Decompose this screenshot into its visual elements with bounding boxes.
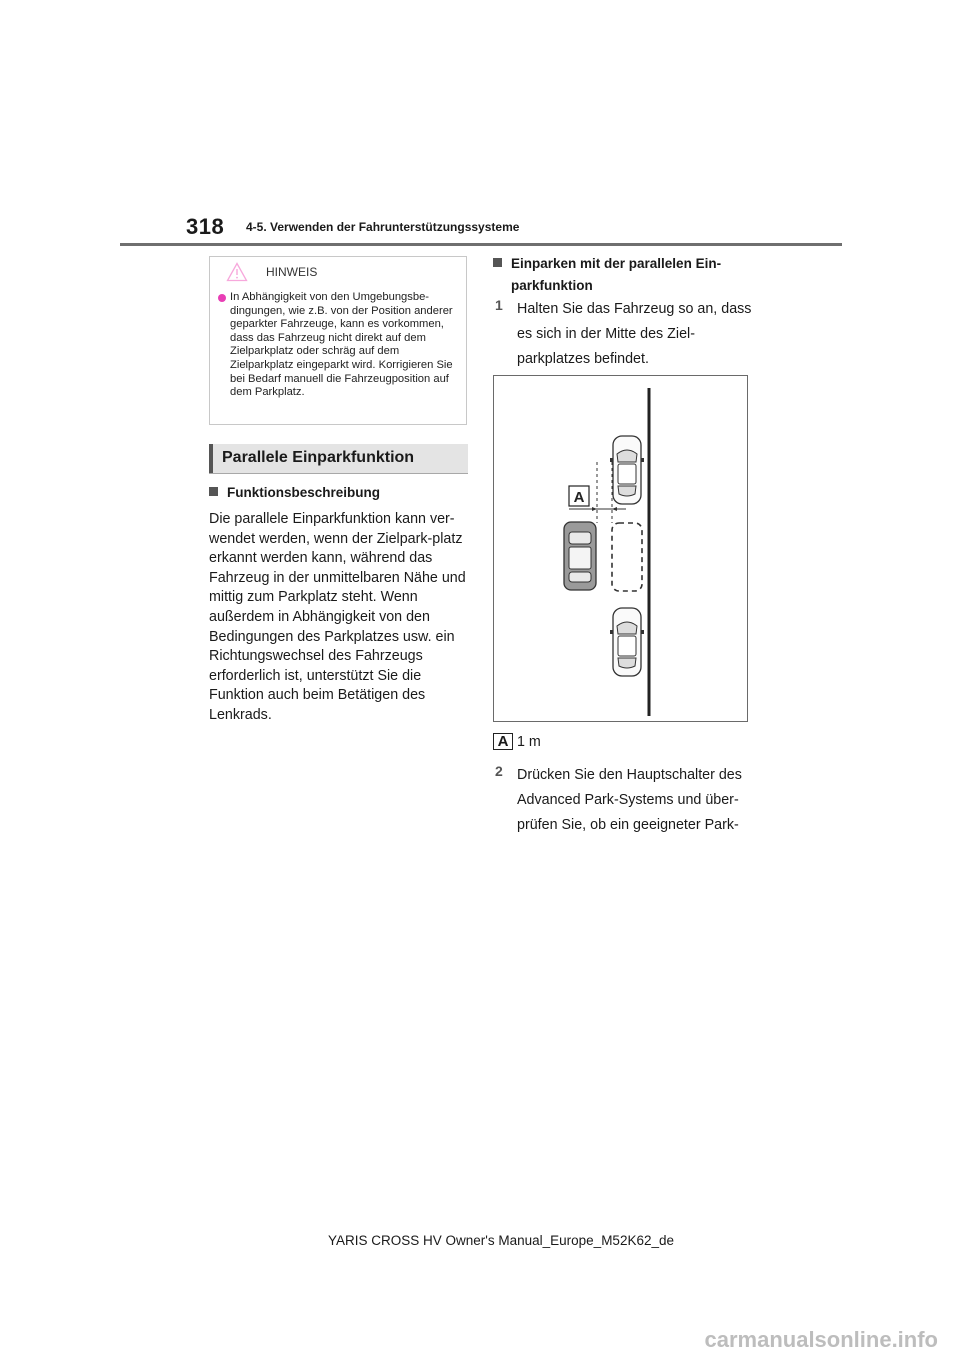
own-vehicle bbox=[564, 522, 596, 590]
parking-diagram bbox=[493, 375, 748, 722]
step-number: 1 bbox=[495, 297, 503, 313]
header-rule bbox=[120, 243, 842, 246]
square-bullet-icon bbox=[493, 258, 502, 267]
footer-manual-title: YARIS CROSS HV Owner's Manual_Europe_M52K62_de bbox=[328, 1233, 674, 1248]
square-bullet-icon bbox=[209, 487, 218, 496]
step-2 bbox=[495, 763, 753, 838]
notice-header bbox=[210, 257, 466, 287]
function-heading-text: Parallele Einparkfunktion bbox=[222, 449, 415, 466]
subheading-funktionsbeschreibung: Funktionsbeschreibung bbox=[209, 484, 380, 502]
legend bbox=[493, 733, 541, 751]
step-text: Drücken Sie den Hauptschalter des Advanced Park-Systems und über-prüfen Sie, ob ein geeigneter Park- bbox=[517, 767, 742, 833]
parked-car-rear bbox=[610, 608, 644, 676]
function-heading bbox=[209, 444, 468, 474]
step-text: Halten Sie das Fahrzeug so an, dass es sich in der Mitte des Ziel-parkplatzes befindet. bbox=[517, 301, 752, 367]
warning-triangle-icon bbox=[226, 262, 248, 282]
notice-title: HINWEIS bbox=[266, 265, 318, 279]
label-a: A bbox=[573, 489, 585, 506]
step-number: 2 bbox=[495, 763, 503, 779]
parking-diagram-svg bbox=[494, 376, 747, 721]
watermark-brand[interactable]: carmanualsonline.info bbox=[704, 1327, 938, 1352]
section-title: 4-5. Verwenden der Fahrunterstützungssysteme bbox=[246, 220, 520, 234]
parked-car-front bbox=[610, 436, 644, 504]
heading-bar bbox=[209, 444, 213, 473]
notice-text: In Abhängigkeit von den Umgebungsbe-dingungen, wie z.B. von der Position anderer geparkter Fahrzeuge, kann es vorkommen, dass das Fahrzeug nicht direkt auf dem Zielparkplatz oder schräg auf dem Zielparkplatz eingeparkt wird. Korrigieren Sie bei Bedarf manuell die Fahrzeugposition auf dem Parkplatz. bbox=[230, 291, 453, 399]
description-paragraph: Die parallele Einparkfunktion kann ver-wendet werden, wenn der Zielpark-platz erkannt werden kann, während das Fahrzeug in der unmittelbaren Nähe und mittig zum Parkplatz steht. Wenn außerdem in Abhängigkeit von den Bedingungen des Parkplatzes usw. ein Richtungswechsel des Fahrzeugs erforderlich ist, unterstützt Sie die Funktion auch beim Betätigen des Lenkrads. bbox=[209, 511, 466, 723]
bullet-icon bbox=[218, 294, 226, 302]
target-parking-space bbox=[612, 523, 642, 591]
page-number: 318 bbox=[186, 214, 225, 239]
notice-body bbox=[218, 291, 462, 400]
step-1 bbox=[495, 297, 753, 372]
legend-key: A bbox=[493, 733, 513, 750]
legend-value: 1 m bbox=[517, 733, 541, 750]
notice-box bbox=[209, 256, 467, 425]
subheading-einparken: Einparken mit der parallelen Ein- parkfunktion bbox=[493, 255, 755, 295]
